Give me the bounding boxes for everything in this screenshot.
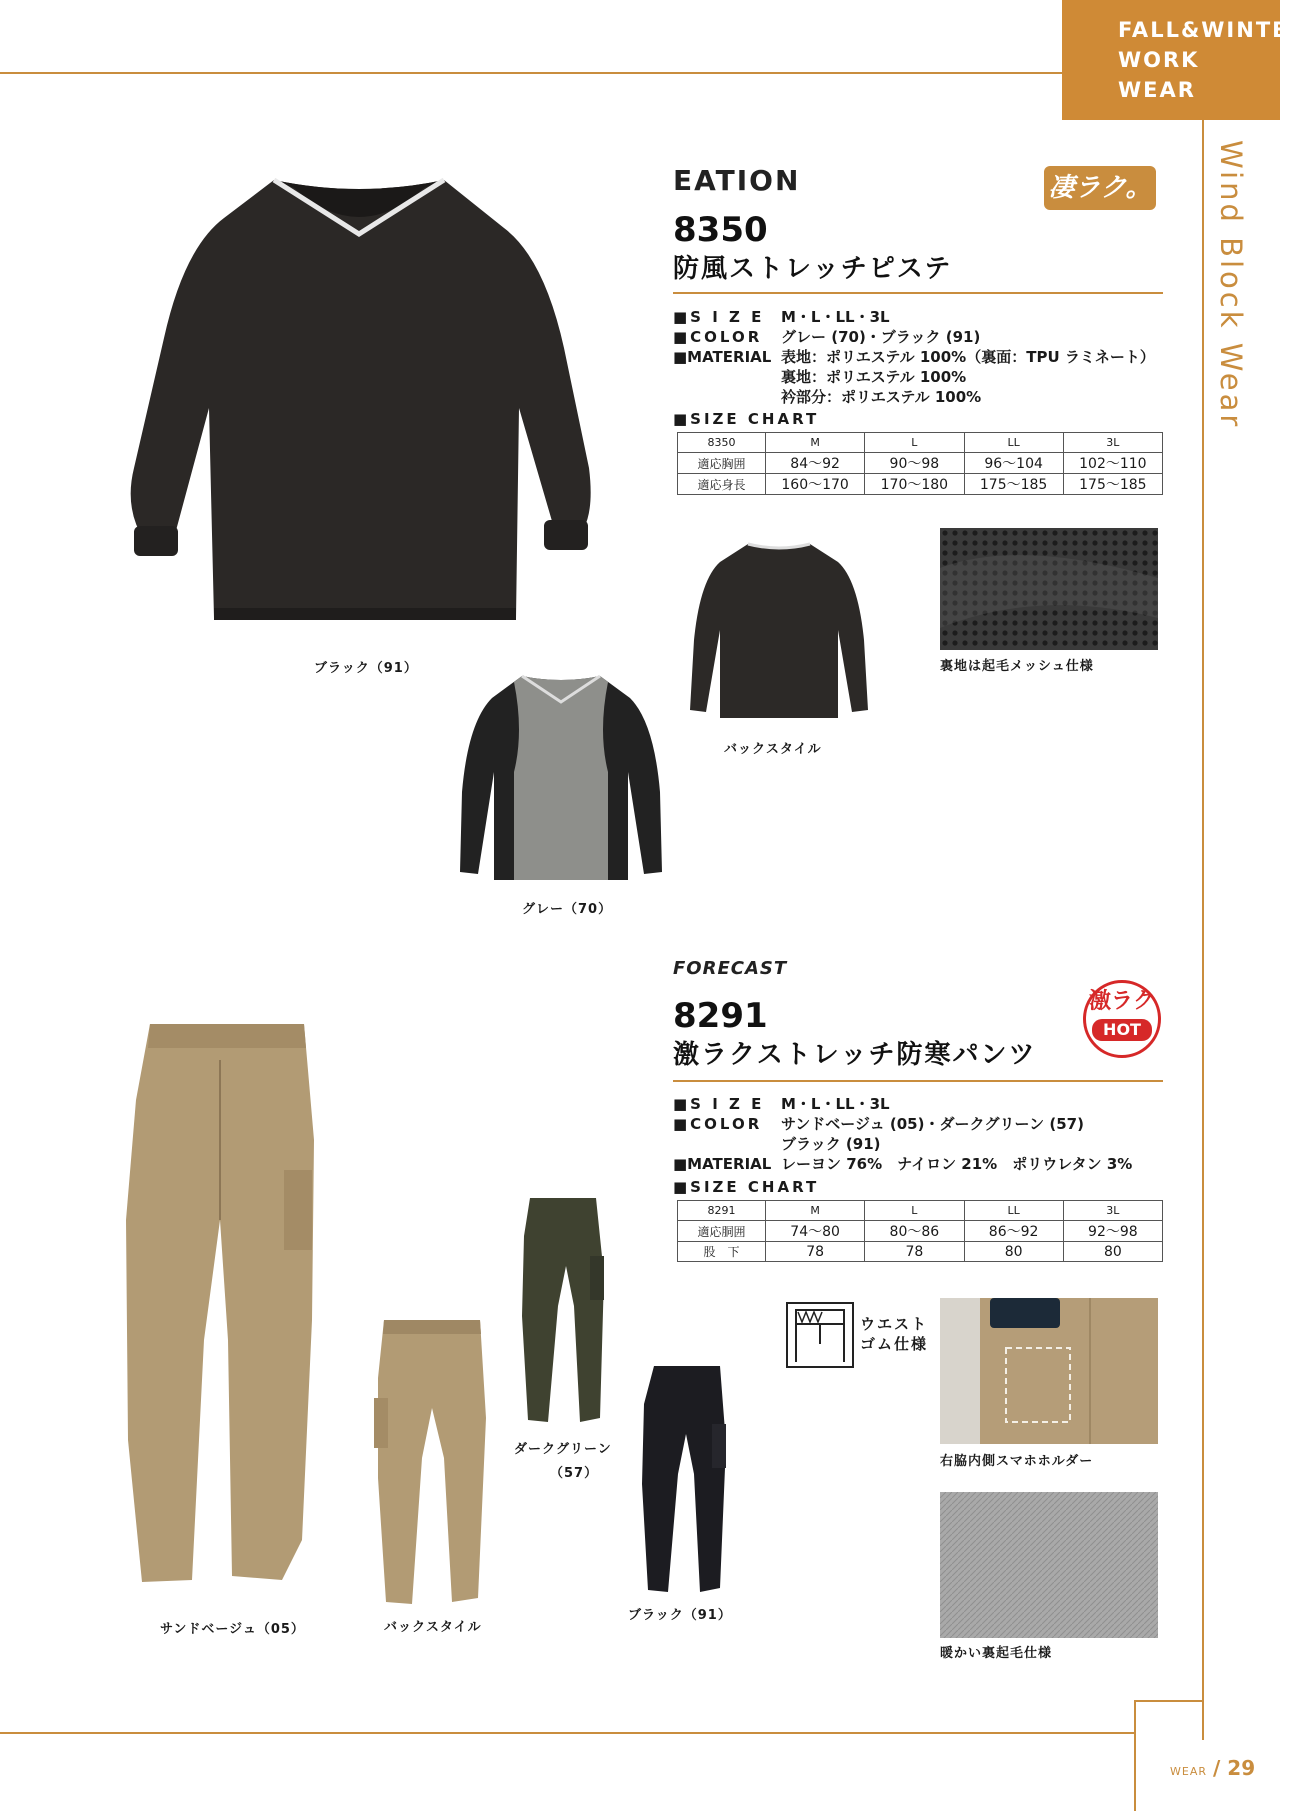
table-cell: 96～104 [964, 453, 1063, 474]
table-row [678, 453, 1163, 474]
table-cell: 3L [1063, 1201, 1162, 1221]
table-cell: 適応身長 [678, 474, 766, 495]
spec-color-value-2b: ブラック (91) [781, 1135, 881, 1153]
table-cell: 84～92 [766, 453, 865, 474]
table-cell: L [865, 433, 964, 453]
table-cell: LL [964, 433, 1063, 453]
product-rule-2 [673, 1080, 1163, 1082]
caption-back-jacket: バックスタイル [724, 742, 822, 757]
caption-black: ブラック（91） [314, 661, 418, 676]
spec-material-value2: 裏地：ポリエステル 100% [781, 368, 967, 386]
table-cell: M [766, 1201, 865, 1221]
spec-material-key-2: ■MATERIAL [673, 1155, 772, 1173]
spec-block [673, 307, 1155, 407]
caption-black-pants: ブラック（91） [628, 1608, 732, 1623]
season-line2: WORK WEAR [1118, 48, 1200, 102]
product-name: 防風ストレッチピステ [673, 254, 953, 284]
spec-color-key-2: ■COLOR [673, 1115, 763, 1133]
table-cell: 80～86 [865, 1221, 964, 1242]
table-cell: 3L [1063, 433, 1162, 453]
waist-elastic-label [860, 1314, 928, 1354]
table-cell: 160～170 [766, 474, 865, 495]
spec-material-value3: 衿部分：ポリエステル 100% [781, 388, 982, 406]
caption-holder: 右脇内側スマホホルダー [940, 1454, 1094, 1469]
pants-black-image [640, 1364, 730, 1600]
phone-holder-image [940, 1298, 1158, 1444]
table-row [678, 1242, 1163, 1262]
jacket-black-image [124, 168, 594, 644]
badge-suge: 凄ラク。 [1044, 166, 1156, 210]
badge-hot-bottom: HOT [1092, 1019, 1152, 1041]
table-cell: 92～98 [1063, 1221, 1162, 1242]
bottom-rule [0, 1732, 1134, 1734]
caption-sand: サンドベージュ（05） [160, 1622, 305, 1637]
table-cell: 175～185 [964, 474, 1063, 495]
table-cell: 80 [964, 1242, 1063, 1262]
table-header-row [678, 1201, 1163, 1221]
caption-green-2: （57） [550, 1466, 599, 1481]
caption-back-pants: バックスタイル [384, 1620, 482, 1635]
caption-gray: グレー（70） [522, 902, 613, 917]
pants-back-image [374, 1318, 490, 1610]
page-label: WEAR [1170, 1765, 1207, 1778]
spec-size-key: ■S I Z E [673, 308, 765, 326]
spec-material-value-2: レーヨン 76% ナイロン 21% ポリウレタン 3% [781, 1155, 1133, 1173]
caption-mesh: 裏地は起毛メッシュ仕様 [940, 659, 1094, 674]
table-cell: 80 [1063, 1242, 1162, 1262]
caption-green-1: ダークグリーン [514, 1442, 612, 1457]
footer-corner-h [1134, 1700, 1204, 1702]
mesh-detail-image [940, 528, 1158, 650]
size-chart-title: ■SIZE CHART [673, 410, 820, 428]
page-number: WEAR / 29 [1170, 1756, 1256, 1780]
table-cell: 8291 [678, 1201, 766, 1221]
table-cell: LL [964, 1201, 1063, 1221]
spec-block-2 [673, 1094, 1132, 1174]
table-cell: 78 [766, 1242, 865, 1262]
spec-color-value-2a: サンドベージュ (05)・ダークグリーン (57) [781, 1115, 1084, 1133]
table-cell: 股 下 [678, 1242, 766, 1262]
table-cell: L [865, 1201, 964, 1221]
table-cell: M [766, 433, 865, 453]
product-rule [673, 292, 1163, 294]
table-row [678, 474, 1163, 495]
product-number-2: 8291 [673, 996, 768, 1036]
product-number: 8350 [673, 210, 768, 250]
table-header-row [678, 433, 1163, 453]
pants-sand-image [124, 1020, 320, 1590]
size-chart-table [677, 432, 1163, 495]
size-chart-title-2: ■SIZE CHART [673, 1178, 820, 1196]
table-cell: 適応胸囲 [678, 453, 766, 474]
size-chart-table-2 [677, 1200, 1163, 1262]
table-cell: 90～98 [865, 453, 964, 474]
brand-eation: EATION [673, 164, 801, 197]
season-box [1062, 0, 1307, 120]
spec-size-key-2: ■S I Z E [673, 1095, 765, 1113]
caption-warm: 暖かい裏起毛仕様 [940, 1646, 1053, 1661]
badge-hot-top: 激ラク [1088, 989, 1155, 1014]
season-line1: FALL&WINTER [1118, 18, 1307, 42]
waist-elastic-line1: ウエスト [860, 1315, 929, 1333]
table-cell: 8350 [678, 433, 766, 453]
badge-hot [1083, 980, 1161, 1058]
table-cell: 102～110 [1063, 453, 1162, 474]
spec-color-key: ■COLOR [673, 328, 763, 346]
spec-size-value-2: M・L・LL・3L [781, 1095, 890, 1113]
fleece-detail-image [940, 1492, 1158, 1638]
spec-color-value: グレー (70)・ブラック (91) [781, 328, 981, 346]
jacket-gray-image [458, 672, 664, 888]
table-cell: 86～92 [964, 1221, 1063, 1242]
waist-elastic-line2: ゴム仕様 [860, 1335, 929, 1353]
table-cell: 78 [865, 1242, 964, 1262]
product-name-2: 激ラクストレッチ防寒パンツ [673, 1040, 1037, 1070]
jacket-back-image [688, 540, 870, 730]
spec-size-value: M・L・LL・3L [781, 308, 890, 326]
side-title: Wind Block Wear [1214, 140, 1248, 430]
side-rule [1202, 120, 1204, 1740]
page-value: 29 [1227, 1756, 1256, 1780]
waist-elastic-icon [786, 1302, 854, 1368]
table-cell: 適応胴囲 [678, 1221, 766, 1242]
table-cell: 74～80 [766, 1221, 865, 1242]
brand-forecast: FORECAST [673, 958, 788, 979]
table-cell: 175～185 [1063, 474, 1162, 495]
table-row [678, 1221, 1163, 1242]
pants-green-image [520, 1196, 610, 1430]
table-cell: 170～180 [865, 474, 964, 495]
spec-material-value1: 表地：ポリエステル 100%（裏面：TPU ラミネート） [781, 348, 1155, 366]
top-rule [0, 72, 1062, 74]
footer-corner-v [1134, 1700, 1136, 1811]
spec-material-key: ■MATERIAL [673, 348, 772, 366]
